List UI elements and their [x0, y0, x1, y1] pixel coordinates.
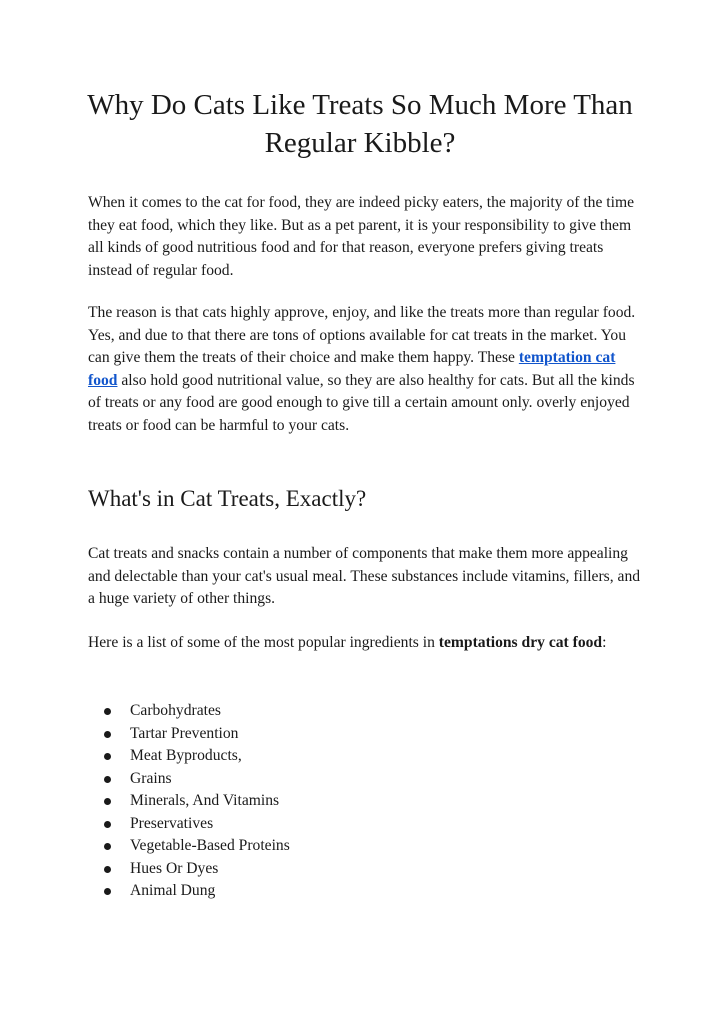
- bullet-icon: [104, 731, 111, 738]
- list-item-label: Vegetable-Based Proteins: [130, 837, 290, 854]
- bullet-icon: [104, 708, 111, 715]
- list-item-label: Minerals, And Vitamins: [130, 792, 280, 809]
- list-item-label: Animal Dung: [130, 882, 216, 899]
- ingredients-intro-paragraph: [88, 632, 648, 655]
- components-paragraph: Cat treats and snacks contain a number of components that make them more appealing and delectable than your cat's usual meal. These substances include vitamins, fillers, and a huge variety of other things.: [88, 545, 641, 608]
- list-item-label: Carbohydrates: [130, 702, 221, 719]
- reason-text-after-link: also hold good nutritional value, so they are also healthy for cats. But all the kinds of treats or any food are good enough to give till a certain amount only. overly enjoyed treats or food can be harmful to your cats.: [88, 371, 635, 434]
- ingredients-list: [104, 700, 290, 903]
- list-item: [104, 790, 290, 813]
- ingredients-intro-text: Here is a list of some of the most popular ingredients in: [88, 634, 439, 651]
- list-item: [104, 745, 290, 768]
- list-item: [104, 768, 290, 791]
- ingredients-intro-bold: temptations dry cat food: [438, 634, 603, 651]
- list-item-label: Grains: [130, 769, 172, 787]
- list-item-label: Preservatives: [130, 814, 214, 832]
- list-item: [104, 723, 290, 746]
- bullet-icon: [104, 888, 111, 895]
- bullet-icon: [104, 866, 111, 873]
- bullet-icon: [104, 821, 111, 828]
- list-item-label: Meat Byproducts,: [130, 747, 242, 764]
- bullet-icon: [104, 798, 111, 805]
- list-item-label: Hues Or Dyes: [130, 859, 219, 877]
- bullet-icon: [104, 776, 111, 783]
- list-item: [104, 700, 290, 723]
- list-item-label: Tartar Prevention: [130, 724, 239, 742]
- list-item: [104, 813, 290, 836]
- list-item: [104, 835, 290, 858]
- temptation-cat-food-link[interactable]: temptation cat food: [88, 349, 616, 389]
- bullet-icon: [104, 843, 111, 850]
- reason-text-before-link: The reason is that cats highly approve, enjoy, and like the treats more than regular food. Yes, and due to that there are tons of options available for cat treats in the market. You can give them the treats of their choice and make them happy. These: [88, 304, 636, 367]
- ingredients-intro-colon: :: [602, 634, 607, 651]
- section-heading: What's in Cat Treats, Exactly?: [88, 486, 367, 511]
- bullet-icon: [104, 753, 111, 760]
- list-item: [104, 858, 290, 881]
- intro-paragraph: When it comes to the cat for food, they are indeed picky eaters, the majority of the time they eat food, which they like. But as a pet parent, it is your responsibility to give them all kinds of good nutritious food and for that reason, everyone prefers giving treats instead of regular food.: [88, 194, 635, 279]
- reason-paragraph: [88, 302, 648, 438]
- list-item: [104, 880, 290, 903]
- page-title: Why Do Cats Like Treats So Much More Than Regular Kibble?: [87, 89, 633, 159]
